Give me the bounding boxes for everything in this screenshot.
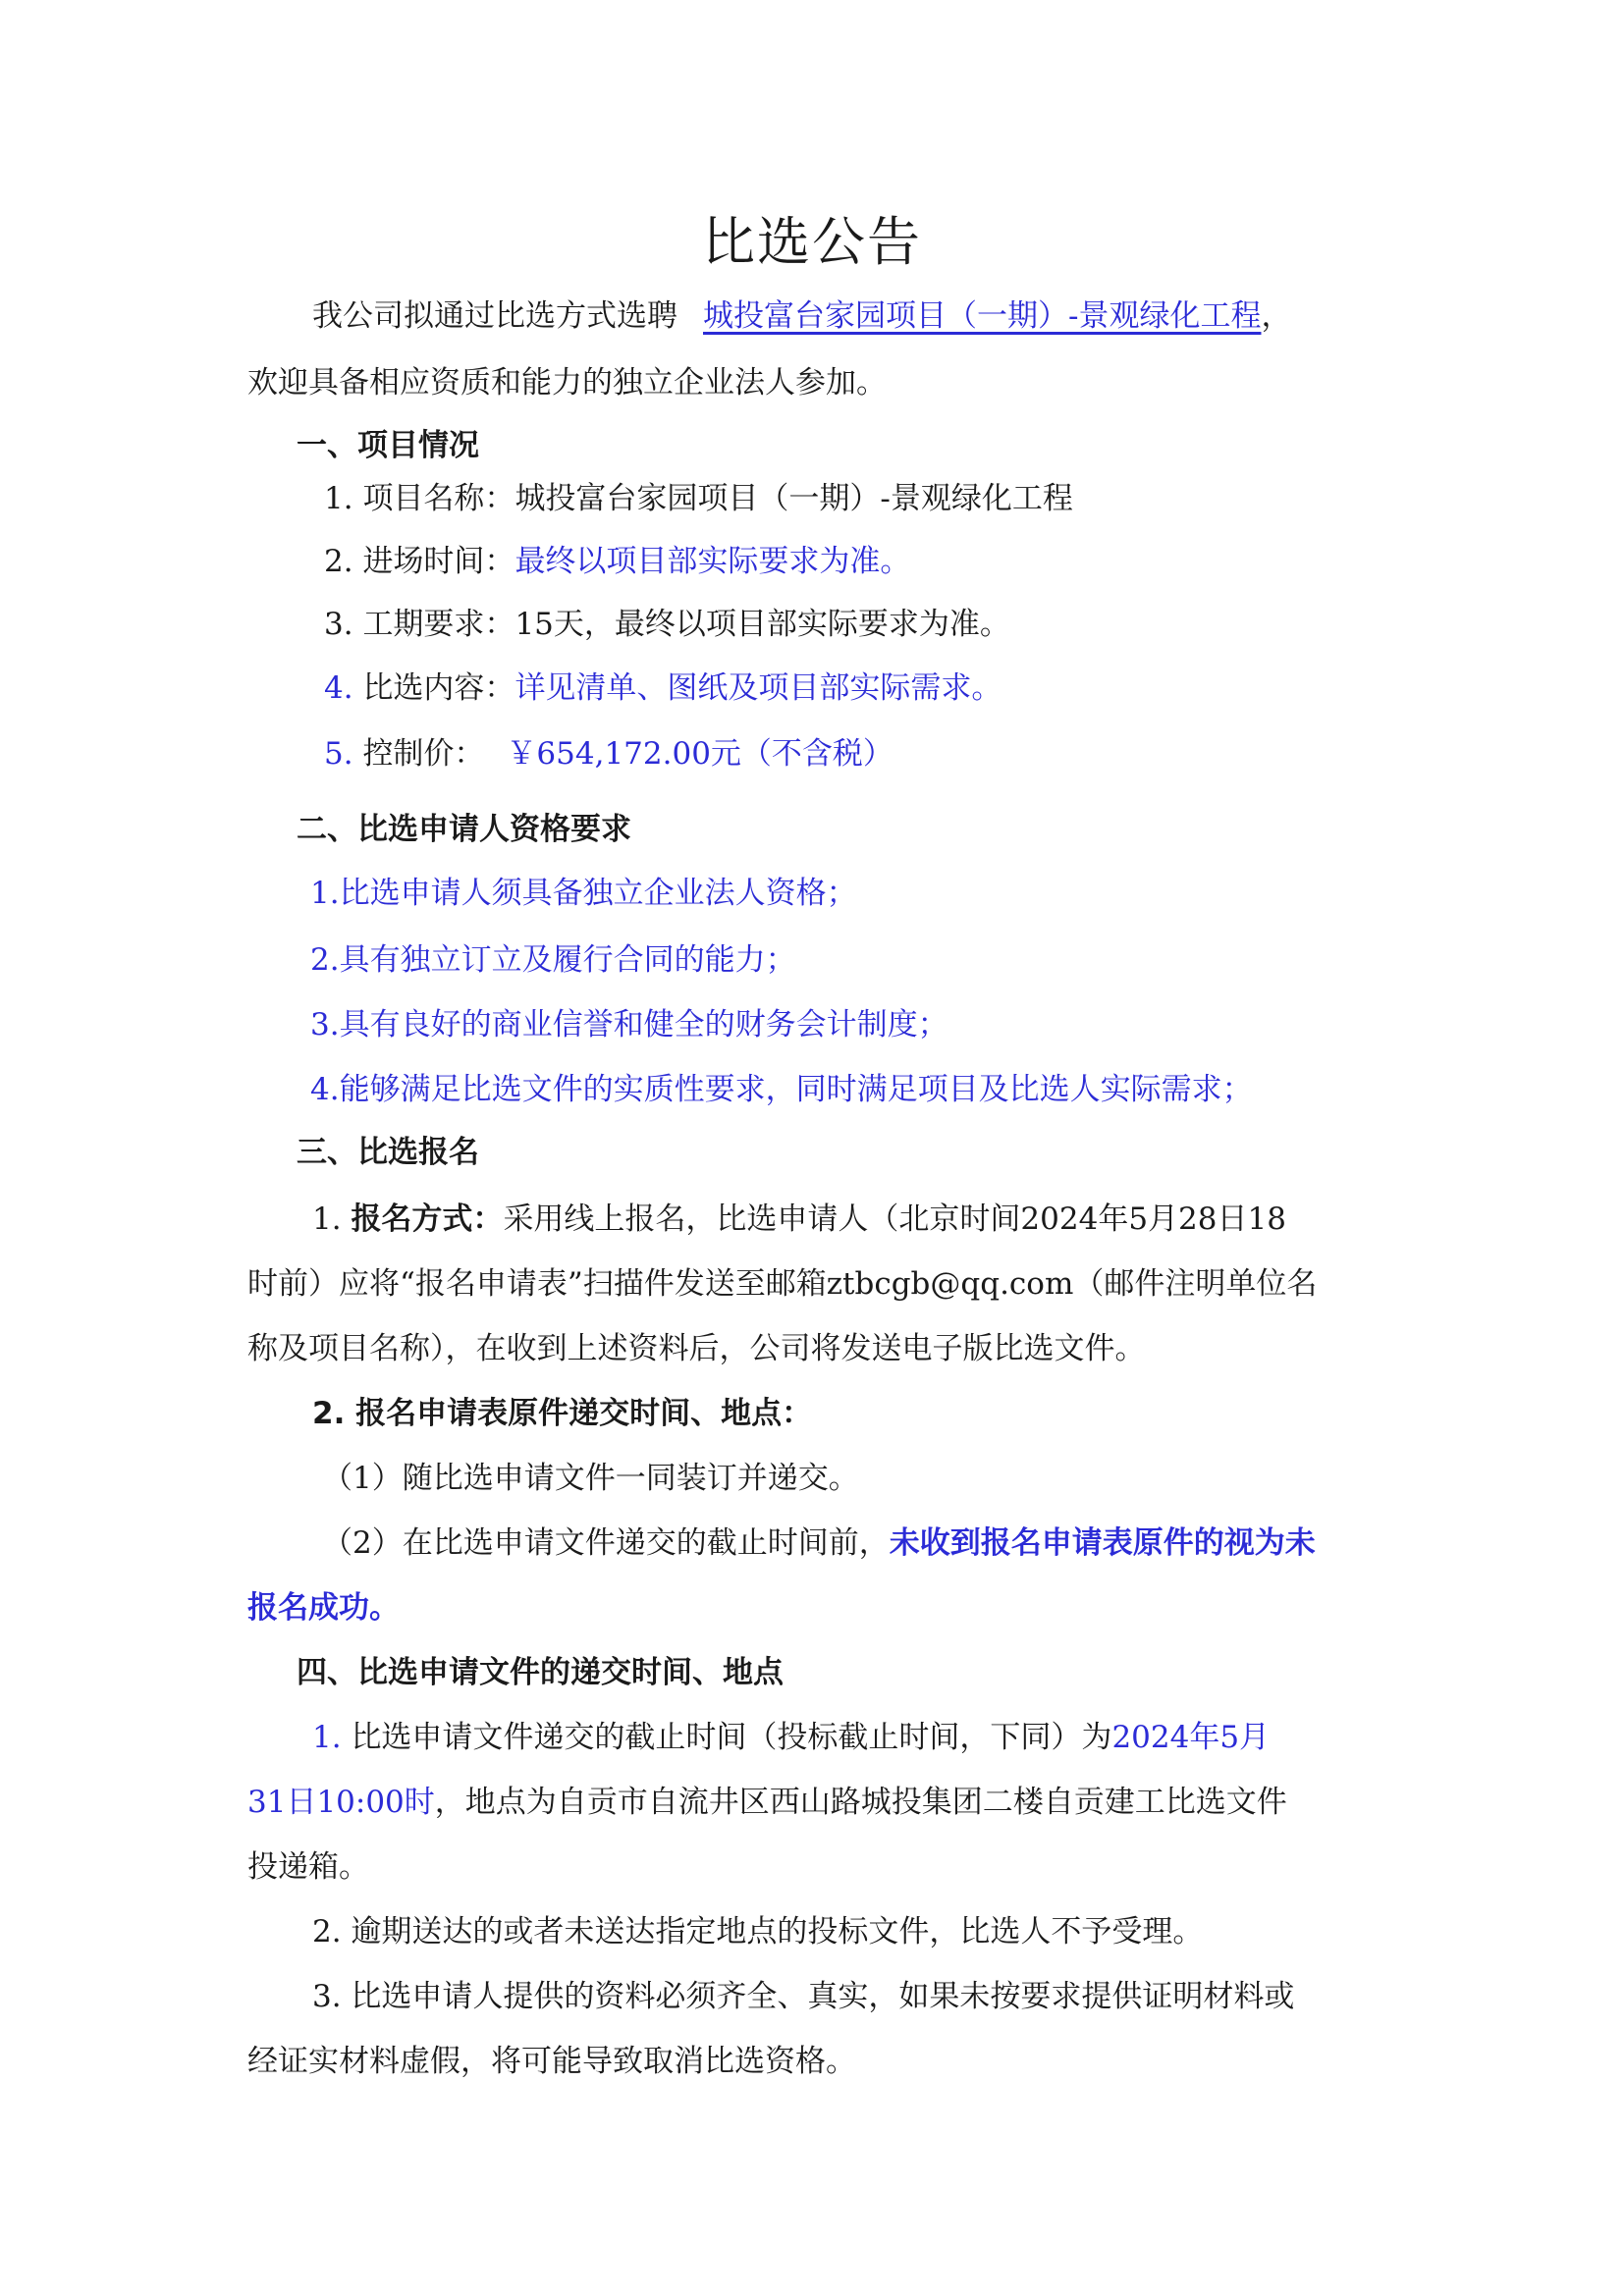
section-3-p2-heading: 2. 报名申请表原件递交时间、地点：	[312, 1396, 813, 1431]
section-2-item-1: 1.比选申请人须具备独立企业法人资格；	[310, 876, 857, 911]
item-number: 4.	[324, 670, 353, 706]
section-1-heading: 一、项目情况	[297, 428, 479, 463]
p1-number: 1.	[312, 1720, 342, 1755]
item-label: 进场时间：	[362, 544, 515, 579]
section-4-p1-line-2	[247, 1783, 1287, 1822]
item-number: 1.	[324, 481, 353, 516]
p1-text: 采用线上报名，比选申请人（北京时间2024年5月28日18	[503, 1201, 1286, 1237]
section-3-p1-line-3: 称及项目名称），在收到上述资料后，公司将发送电子版比选文件。	[247, 1331, 1146, 1366]
item-value: 详见清单、图纸及项目部实际需求。	[514, 670, 1002, 706]
section-2-item-2: 2.具有独立订立及履行合同的能力；	[310, 942, 796, 978]
item-value: ￥654,172.00元（不含税）	[506, 736, 893, 772]
intro-line-1	[312, 296, 1291, 336]
p1-label: 报名方式：	[351, 1201, 504, 1237]
section-2-item-4: 4.能够满足比选文件的实质性要求，同时满足项目及比选人实际需求；	[310, 1072, 1253, 1107]
section-3-p1-line-2: 时前）应将“报名申请表”扫描件发送至邮箱ztbcgb@qq.com（邮件注明单位名	[247, 1266, 1318, 1302]
section-4-heading: 四、比选申请文件的递交时间、地点	[297, 1655, 784, 1690]
item-value: 最终以项目部实际要求为准。	[514, 544, 911, 579]
p1-number: 1.	[312, 1201, 342, 1237]
section-1-item-2	[324, 542, 910, 581]
section-1-item-1	[324, 479, 1073, 518]
section-3-p2-item-1: （1）随比选申请文件一同装订并递交。	[322, 1461, 859, 1496]
section-3-p2-item-2	[322, 1523, 1316, 1563]
intro-project-name: 城投富台家园项目（一期）-景观绿化工程	[703, 298, 1262, 334]
item-label: 工期要求：	[362, 607, 515, 642]
section-1-item-3	[324, 605, 1010, 644]
section-2-item-3: 3.具有良好的商业信誉和健全的财务会计制度；	[310, 1007, 948, 1042]
p1-date: 2024年5月	[1111, 1720, 1271, 1755]
section-2-heading: 二、比选申请人资格要求	[297, 812, 631, 847]
intro-text: 我公司拟通过比选方式选聘	[312, 298, 677, 334]
intro-line-2: 欢迎具备相应资质和能力的独立企业法人参加。	[247, 365, 887, 400]
p1-date-cont: 31日10:00时	[247, 1785, 435, 1820]
p2-item2-text: （2）在比选申请文件递交的截止时间前，	[322, 1525, 890, 1561]
item-number: 2.	[324, 544, 353, 579]
section-4-p3-line-1: 3. 比选申请人提供的资料必须齐全、真实，如果未按要求提供证明材料或	[312, 1979, 1295, 2014]
section-3-heading: 三、比选报名	[297, 1135, 479, 1170]
section-3-p1-line-1	[312, 1200, 1286, 1239]
item-number: 5.	[324, 736, 353, 772]
section-4-p3-line-2: 经证实材料虚假，将可能导致取消比选资格。	[247, 2044, 856, 2079]
item-label: 比选内容：	[362, 670, 515, 706]
intro-comma: ，	[1261, 298, 1292, 334]
section-4-p1-line-3: 投递箱。	[247, 1849, 369, 1885]
section-1-item-5	[324, 734, 893, 774]
item-value: 城投富台家园项目（一期）-景观绿化工程	[514, 481, 1073, 516]
p1-location: ，地点为自贡市自流井区西山路城投集团二楼自贡建工比选文件	[434, 1785, 1287, 1820]
p2-item2-emphasis: 未收到报名申请表原件的视为未	[889, 1525, 1316, 1561]
item-label: 项目名称：	[362, 481, 515, 516]
section-1-item-4	[324, 668, 1001, 708]
item-value: 15天，最终以项目部实际要求为准。	[514, 607, 1010, 642]
section-3-p2-item-2-cont: 报名成功。	[247, 1590, 400, 1626]
item-label: 控制价：	[362, 736, 485, 772]
p1-text: 比选申请文件递交的截止时间（投标截止时间，下同）为	[351, 1720, 1112, 1755]
section-4-p1-line-1	[312, 1718, 1270, 1757]
page-title: 比选公告	[702, 211, 922, 273]
item-number: 3.	[324, 607, 353, 642]
section-4-p2: 2. 逾期送达的或者未送达指定地点的投标文件，比选人不予受理。	[312, 1914, 1204, 1949]
